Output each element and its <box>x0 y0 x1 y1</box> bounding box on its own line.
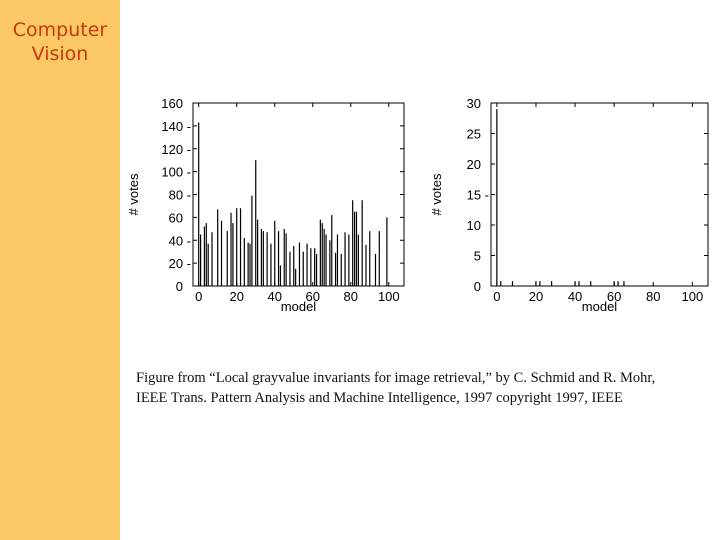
chart1-y-tick-label: 60 <box>168 210 183 226</box>
caption-line-1: Figure from “Local grayvalue invariants for image retrieval,” by C. Schmid and R. Mohr, <box>136 370 656 386</box>
chart2-x-tick-label: 40 <box>567 289 583 304</box>
chart1-y-tick-label: 160 <box>161 96 183 111</box>
chart2-y-tick-label: 5 <box>473 248 481 264</box>
chart1-y-tick-label: 20 - <box>168 256 191 272</box>
chart2-y-tick-label: 0 <box>473 279 481 294</box>
chart2-plot-frame <box>491 103 708 286</box>
chart2-x-tick-label: 80 <box>646 289 661 304</box>
chart2-x-tick-label: 60 <box>606 289 622 304</box>
chart1-x-tick-label: 80 <box>343 289 359 304</box>
course-title-line-1: Computer <box>12 19 108 41</box>
chart1-y-axis-label: # votes <box>126 173 141 216</box>
chart1-y-tick-label: 120 - <box>161 141 191 157</box>
chart2-x-tick-label: 20 <box>528 289 544 304</box>
chart1-x-tick-label: 100 <box>377 289 400 304</box>
chart1-y-tick-label: 100 - <box>161 164 191 180</box>
chart2-x-axis-label: model <box>581 299 618 314</box>
chart2-x-tick-label: 100 <box>681 289 704 304</box>
figure-caption <box>136 368 720 408</box>
chart2-y-tick-label: 25 <box>466 126 481 142</box>
chart2-y-tick-label: 20 <box>466 157 481 172</box>
chart2-y-tick-label: 15 - <box>466 187 489 203</box>
chart2-x-tick-label: 0 <box>493 289 501 304</box>
chart2-y-tick-label: 10 <box>466 218 481 233</box>
chart1-x-tick-label: 60 <box>305 289 320 304</box>
chart1-plot-frame <box>193 103 404 286</box>
chart1-y-tick-label: 80 - <box>168 187 191 203</box>
chart2-y-axis-label: # votes <box>429 173 444 216</box>
caption-line-2: IEEE Trans. Pattern Analysis and Machine Intelligence, 1997 copyright 1997, IEEE <box>136 390 623 406</box>
chart1-x-tick-label: 40 <box>267 289 282 304</box>
chart1-x-tick-label: 20 <box>229 289 244 304</box>
chart1-x-axis-label: model <box>280 299 317 314</box>
chart1-y-tick-label: 140 - <box>161 118 191 134</box>
chart1-x-tick-label: 0 <box>195 289 203 304</box>
chart2-y-tick-label: 30 <box>466 96 481 111</box>
chart1-y-tick-label: 40 - <box>168 233 191 249</box>
chart1-y-tick-label: 0 <box>175 279 183 294</box>
course-title-line-2: Vision <box>31 43 89 65</box>
